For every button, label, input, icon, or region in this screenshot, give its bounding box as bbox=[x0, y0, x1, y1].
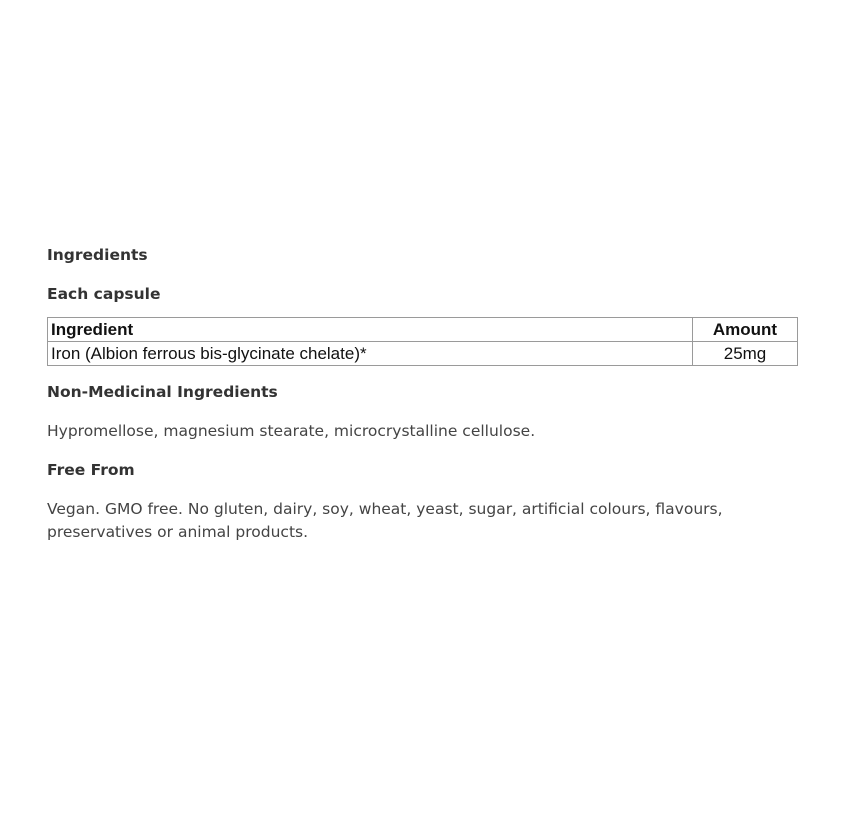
table-row bbox=[48, 342, 798, 366]
ingredients-heading: Ingredients bbox=[47, 246, 148, 264]
ingredient-cell: Iron (Albion ferrous bis-glycinate chelate)* bbox=[48, 342, 693, 366]
product-info bbox=[47, 244, 807, 544]
amount-cell: 25mg bbox=[693, 342, 798, 366]
non-medicinal-heading: Non-Medicinal Ingredients bbox=[47, 383, 278, 401]
table-header-row bbox=[48, 318, 798, 342]
free-from-heading: Free From bbox=[47, 461, 135, 479]
ingredients-table bbox=[47, 317, 798, 366]
amount-column-header: Amount bbox=[693, 318, 798, 342]
non-medicinal-text: Hypromellose, magnesium stearate, microcrystalline cellulose. bbox=[47, 422, 536, 440]
free-from-text: Vegan. GMO free. No gluten, dairy, soy, wheat, yeast, sugar, artificial colours, flavours, preservatives or animal products. bbox=[47, 500, 723, 541]
ingredient-column-header: Ingredient bbox=[48, 318, 693, 342]
each-capsule-heading: Each capsule bbox=[47, 285, 161, 303]
